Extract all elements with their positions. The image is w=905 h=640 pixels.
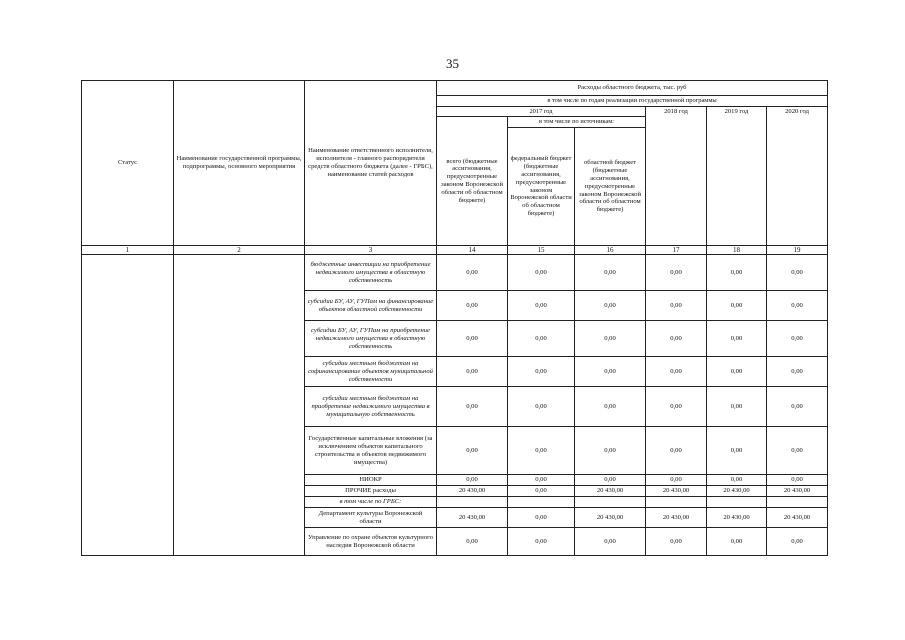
value-cell: 0,00 (575, 427, 646, 475)
value-cell: 0,00 (508, 255, 575, 291)
value-cell: 0,00 (707, 427, 767, 475)
value-cell (646, 497, 707, 508)
page-number: 35 (446, 56, 459, 71)
status-cell (82, 255, 174, 556)
value-cell: 0,00 (767, 475, 828, 486)
value-cell: 0,00 (707, 475, 767, 486)
header-executor: Наименование ответственного исполнителя, исполнителя - главного распорядителя средств областного бюджета (далее - ГРБС), наименование статей расходов (305, 81, 437, 246)
expense-item-label: Департамент культуры Воронежской области (305, 508, 437, 528)
value-cell: 0,00 (575, 357, 646, 387)
value-cell: 0,00 (437, 321, 508, 357)
value-cell: 0,00 (508, 291, 575, 321)
column-number: 17 (646, 246, 707, 255)
value-cell: 0,00 (575, 291, 646, 321)
value-cell: 0,00 (767, 387, 828, 427)
value-cell: 0,00 (646, 427, 707, 475)
value-cell: 20 430,00 (575, 486, 646, 497)
expense-item-label: ПРОЧИЕ расходы (305, 486, 437, 497)
expense-item-label: субсидии местным бюджетам на приобретение недвижимого имущества в муниципальную собственность (305, 387, 437, 427)
header-federal: федеральный бюджет (бюджетные ассигнования, предусмотренные законом Воронежской области об областном бюджете) (508, 128, 575, 246)
header-status: Статус (82, 81, 174, 246)
value-cell: 0,00 (508, 508, 575, 528)
value-cell: 0,00 (767, 321, 828, 357)
value-cell: 0,00 (707, 357, 767, 387)
value-cell: 0,00 (646, 475, 707, 486)
value-cell: 0,00 (508, 475, 575, 486)
column-number: 1 (82, 246, 174, 255)
value-cell: 0,00 (437, 528, 508, 556)
value-cell (767, 497, 828, 508)
header-by-sources: в том числе по источникам: (508, 117, 646, 128)
column-number: 16 (575, 246, 646, 255)
header-by-years: в том числе по годам реализации государственной программы (437, 96, 828, 107)
value-cell (575, 497, 646, 508)
expense-item-label: НИОКР (305, 475, 437, 486)
value-cell: 20 430,00 (767, 508, 828, 528)
column-numbers-row (82, 246, 828, 255)
value-cell: 0,00 (646, 387, 707, 427)
value-cell: 20 430,00 (437, 486, 508, 497)
table-body (82, 255, 828, 556)
header-program-name: Наименование государственной программы, подпрограммы, основного мероприятия (174, 81, 305, 246)
expense-item-label: Управление по охране объектов культурного наследия Воронежской области (305, 528, 437, 556)
value-cell: 0,00 (707, 387, 767, 427)
column-number: 2 (174, 246, 305, 255)
header-expenses: Расходы областного бюджета, тыс. руб (437, 81, 828, 96)
column-number: 3 (305, 246, 437, 255)
header-total: всего (бюджетные ассигнования, предусмотренные законом Воронежской области об областном бюджете) (437, 117, 508, 246)
header-year-2020: 2020 год (767, 106, 828, 245)
value-cell: 20 430,00 (646, 486, 707, 497)
budget-table (81, 80, 828, 556)
value-cell: 0,00 (646, 291, 707, 321)
value-cell: 0,00 (437, 387, 508, 427)
value-cell: 0,00 (646, 528, 707, 556)
value-cell: 0,00 (767, 528, 828, 556)
header-year-2017: 2017 год (437, 106, 646, 117)
value-cell: 20 430,00 (646, 508, 707, 528)
value-cell: 0,00 (767, 255, 828, 291)
value-cell: 0,00 (508, 321, 575, 357)
header-year-2019: 2019 год (707, 106, 767, 245)
value-cell: 0,00 (508, 387, 575, 427)
expense-item-label: Государственные капитальные вложения (за исключением объектов капитального строительства и объектов недвижимого имущества) (305, 427, 437, 475)
expense-item-label: субсидии БУ, АУ, ГУПам на финансирование объектов областной собственности (305, 291, 437, 321)
value-cell: 0,00 (437, 291, 508, 321)
value-cell: 0,00 (646, 321, 707, 357)
value-cell: 0,00 (707, 528, 767, 556)
column-number: 15 (508, 246, 575, 255)
header-year-2018: 2018 год (646, 106, 707, 245)
value-cell: 0,00 (646, 255, 707, 291)
value-cell: 0,00 (437, 475, 508, 486)
value-cell: 0,00 (575, 387, 646, 427)
value-cell: 20 430,00 (707, 508, 767, 528)
value-cell: 0,00 (437, 357, 508, 387)
value-cell: 0,00 (707, 291, 767, 321)
column-number: 14 (437, 246, 508, 255)
value-cell: 0,00 (767, 427, 828, 475)
expense-item-label: бюджетные инвестиции на приобретение недвижимого имущества в областную собственность (305, 255, 437, 291)
header-regional: областной бюджет (бюджетные ассигнования, предусмотренные законом Воронежской области об областном бюджете) (575, 128, 646, 246)
value-cell: 0,00 (575, 255, 646, 291)
value-cell: 20 430,00 (707, 486, 767, 497)
value-cell: 0,00 (508, 528, 575, 556)
expense-item-label: в том числе по ГРБС: (305, 497, 437, 508)
value-cell: 0,00 (575, 321, 646, 357)
value-cell: 0,00 (767, 357, 828, 387)
value-cell (707, 497, 767, 508)
value-cell: 20 430,00 (575, 508, 646, 528)
value-cell: 0,00 (575, 528, 646, 556)
value-cell: 0,00 (437, 427, 508, 475)
value-cell (508, 497, 575, 508)
value-cell (437, 497, 508, 508)
value-cell: 20 430,00 (767, 486, 828, 497)
value-cell: 0,00 (707, 321, 767, 357)
value-cell: 0,00 (437, 255, 508, 291)
value-cell: 20 430,00 (437, 508, 508, 528)
value-cell: 0,00 (646, 357, 707, 387)
value-cell: 0,00 (508, 357, 575, 387)
expense-item-label: субсидии местным бюджетам на софинансирование объектов муниципальной собственности (305, 357, 437, 387)
table-row (82, 255, 828, 291)
value-cell: 0,00 (508, 427, 575, 475)
value-cell: 0,00 (767, 291, 828, 321)
value-cell: 0,00 (707, 255, 767, 291)
value-cell: 0,00 (508, 486, 575, 497)
column-number: 19 (767, 246, 828, 255)
table-header (82, 81, 828, 255)
program-name-cell (174, 255, 305, 556)
expense-item-label: субсидии БУ, АУ, ГУПам на приобретение недвижимого имущества в областную собственность (305, 321, 437, 357)
column-number: 18 (707, 246, 767, 255)
value-cell: 0,00 (575, 475, 646, 486)
